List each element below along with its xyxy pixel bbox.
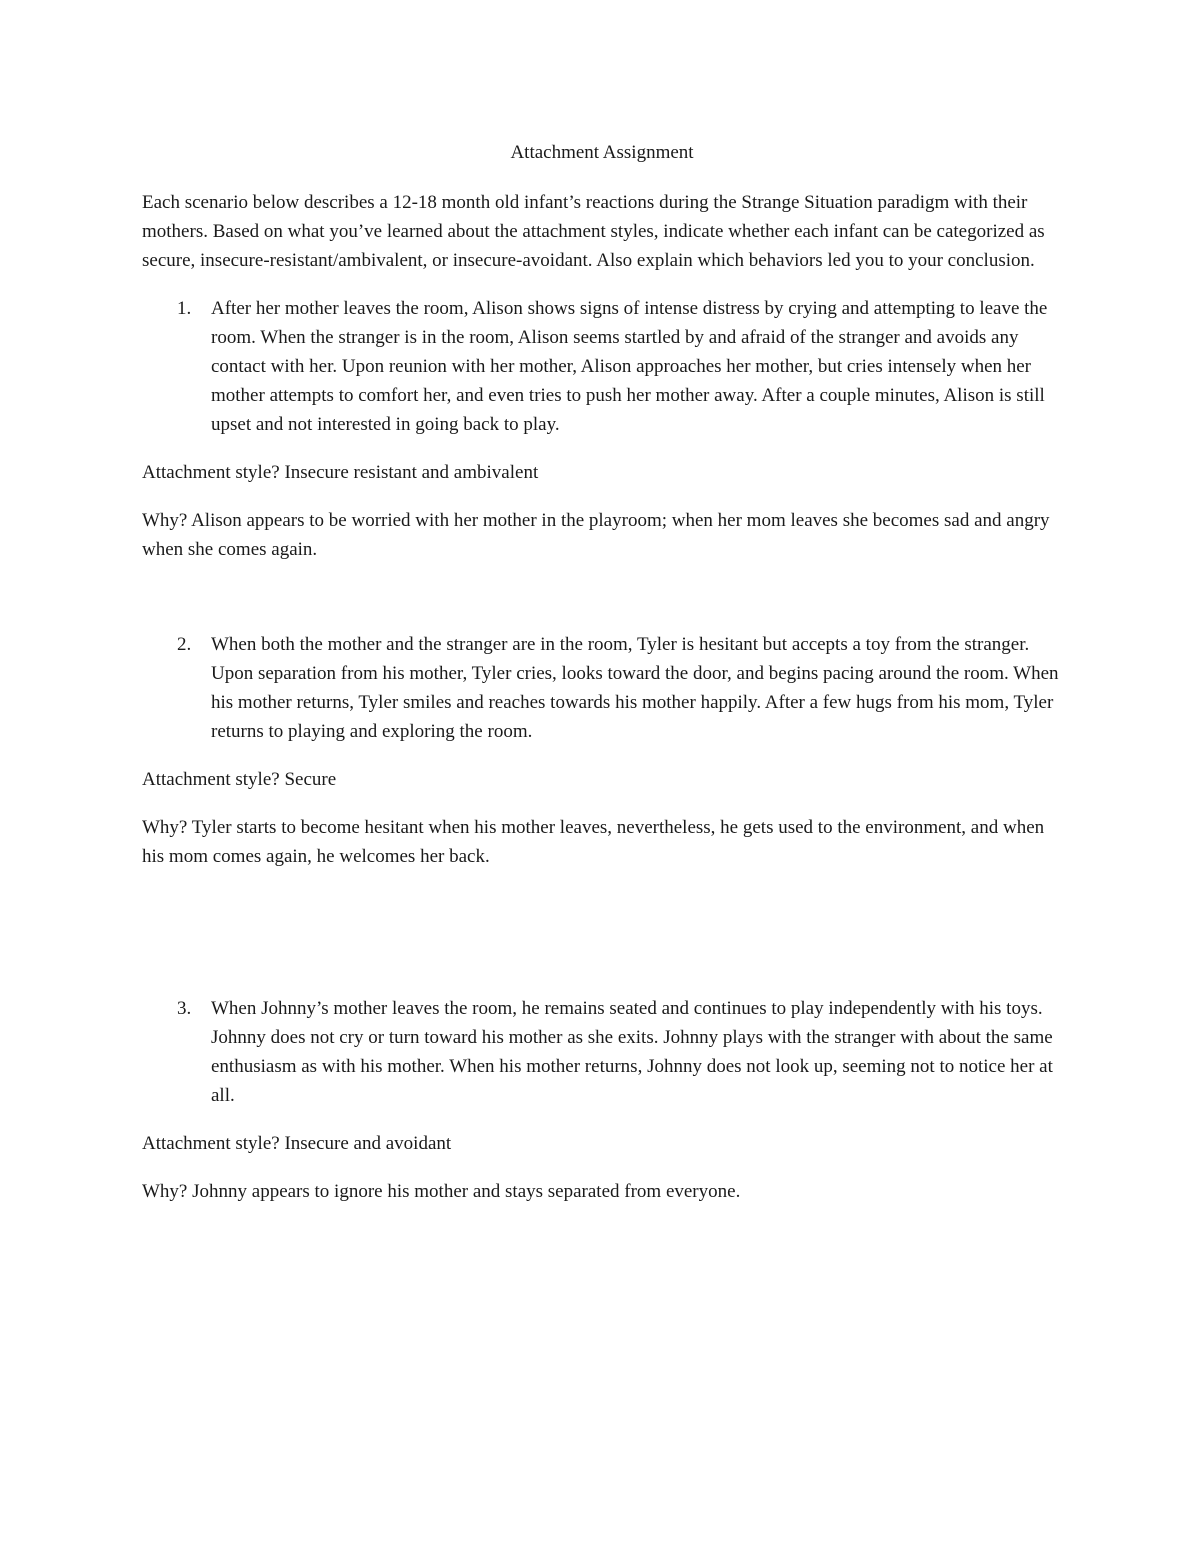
scenario-number: 3. xyxy=(177,998,192,1019)
attachment-style-answer-3: Attachment style? Insecure and avoidant xyxy=(142,1133,452,1154)
why-answer-2: Why? Tyler starts to become hesitant when his mother leaves, nevertheless, he gets used to the environment, and when his mom comes again, he welcomes her back. xyxy=(142,817,1045,867)
scenario-text: When Johnny’s mother leaves the room, he remains seated and continues to play independently with his toys. Johnny does not cry or turn toward his mother as she exits. Johnny plays with the stranger with about the same enthusiasm as with his mother. When his mother returns, Johnny does not look up, seeming not to notice her at all. xyxy=(211,998,1053,1106)
scenario-text: After her mother leaves the room, Alison shows signs of intense distress by crying and attempting to leave the room. When the stranger is in the room, Alison seems startled by and afraid of the stranger and avoids any contact with her. Upon reunion with her mother, Alison approaches her mother, but cries intensely when her mother attempts to comfort her, and even tries to push her mother away. After a couple minutes, Alison is still upset and not interested in going back to play. xyxy=(211,298,1048,435)
attachment-style-answer-1: Attachment style? Insecure resistant and ambivalent xyxy=(142,462,539,483)
scenario-number: 1. xyxy=(177,298,192,319)
document-page xyxy=(142,138,1062,1206)
spacer xyxy=(142,871,1062,994)
intro-paragraph: Each scenario below describes a 12-18 month old infant’s reactions during the Strange Situation paradigm with their mothers. Based on what you’ve learned about the attachment styles, indicate whether each infant can be categorized as secure, insecure-resistant/ambivalent, or insecure-avoidant. Also explain which behaviors led you to your conclusion. xyxy=(142,192,1045,271)
scenario-text: When both the mother and the stranger are in the room, Tyler is hesitant but accepts a toy from the stranger. Upon separation from his mother, Tyler cries, looks toward the door, and begins pacing around the room. When his mother returns, Tyler smiles and reaches towards his mother happily. After a few hugs from his mom, Tyler returns to playing and exploring the room. xyxy=(211,634,1059,742)
scenario-item-3 xyxy=(177,994,1062,1110)
spacer xyxy=(142,564,1062,630)
scenario-item-2 xyxy=(177,630,1062,746)
why-answer-3: Why? Johnny appears to ignore his mother and stays separated from everyone. xyxy=(142,1181,741,1202)
why-answer-1: Why? Alison appears to be worried with her mother in the playroom; when her mom leaves she becomes sad and angry when she comes again. xyxy=(142,510,1050,560)
attachment-style-answer-2: Attachment style? Secure xyxy=(142,769,337,790)
scenario-number: 2. xyxy=(177,634,192,655)
document-title: Attachment Assignment xyxy=(510,142,694,163)
scenario-item-1 xyxy=(177,294,1062,439)
